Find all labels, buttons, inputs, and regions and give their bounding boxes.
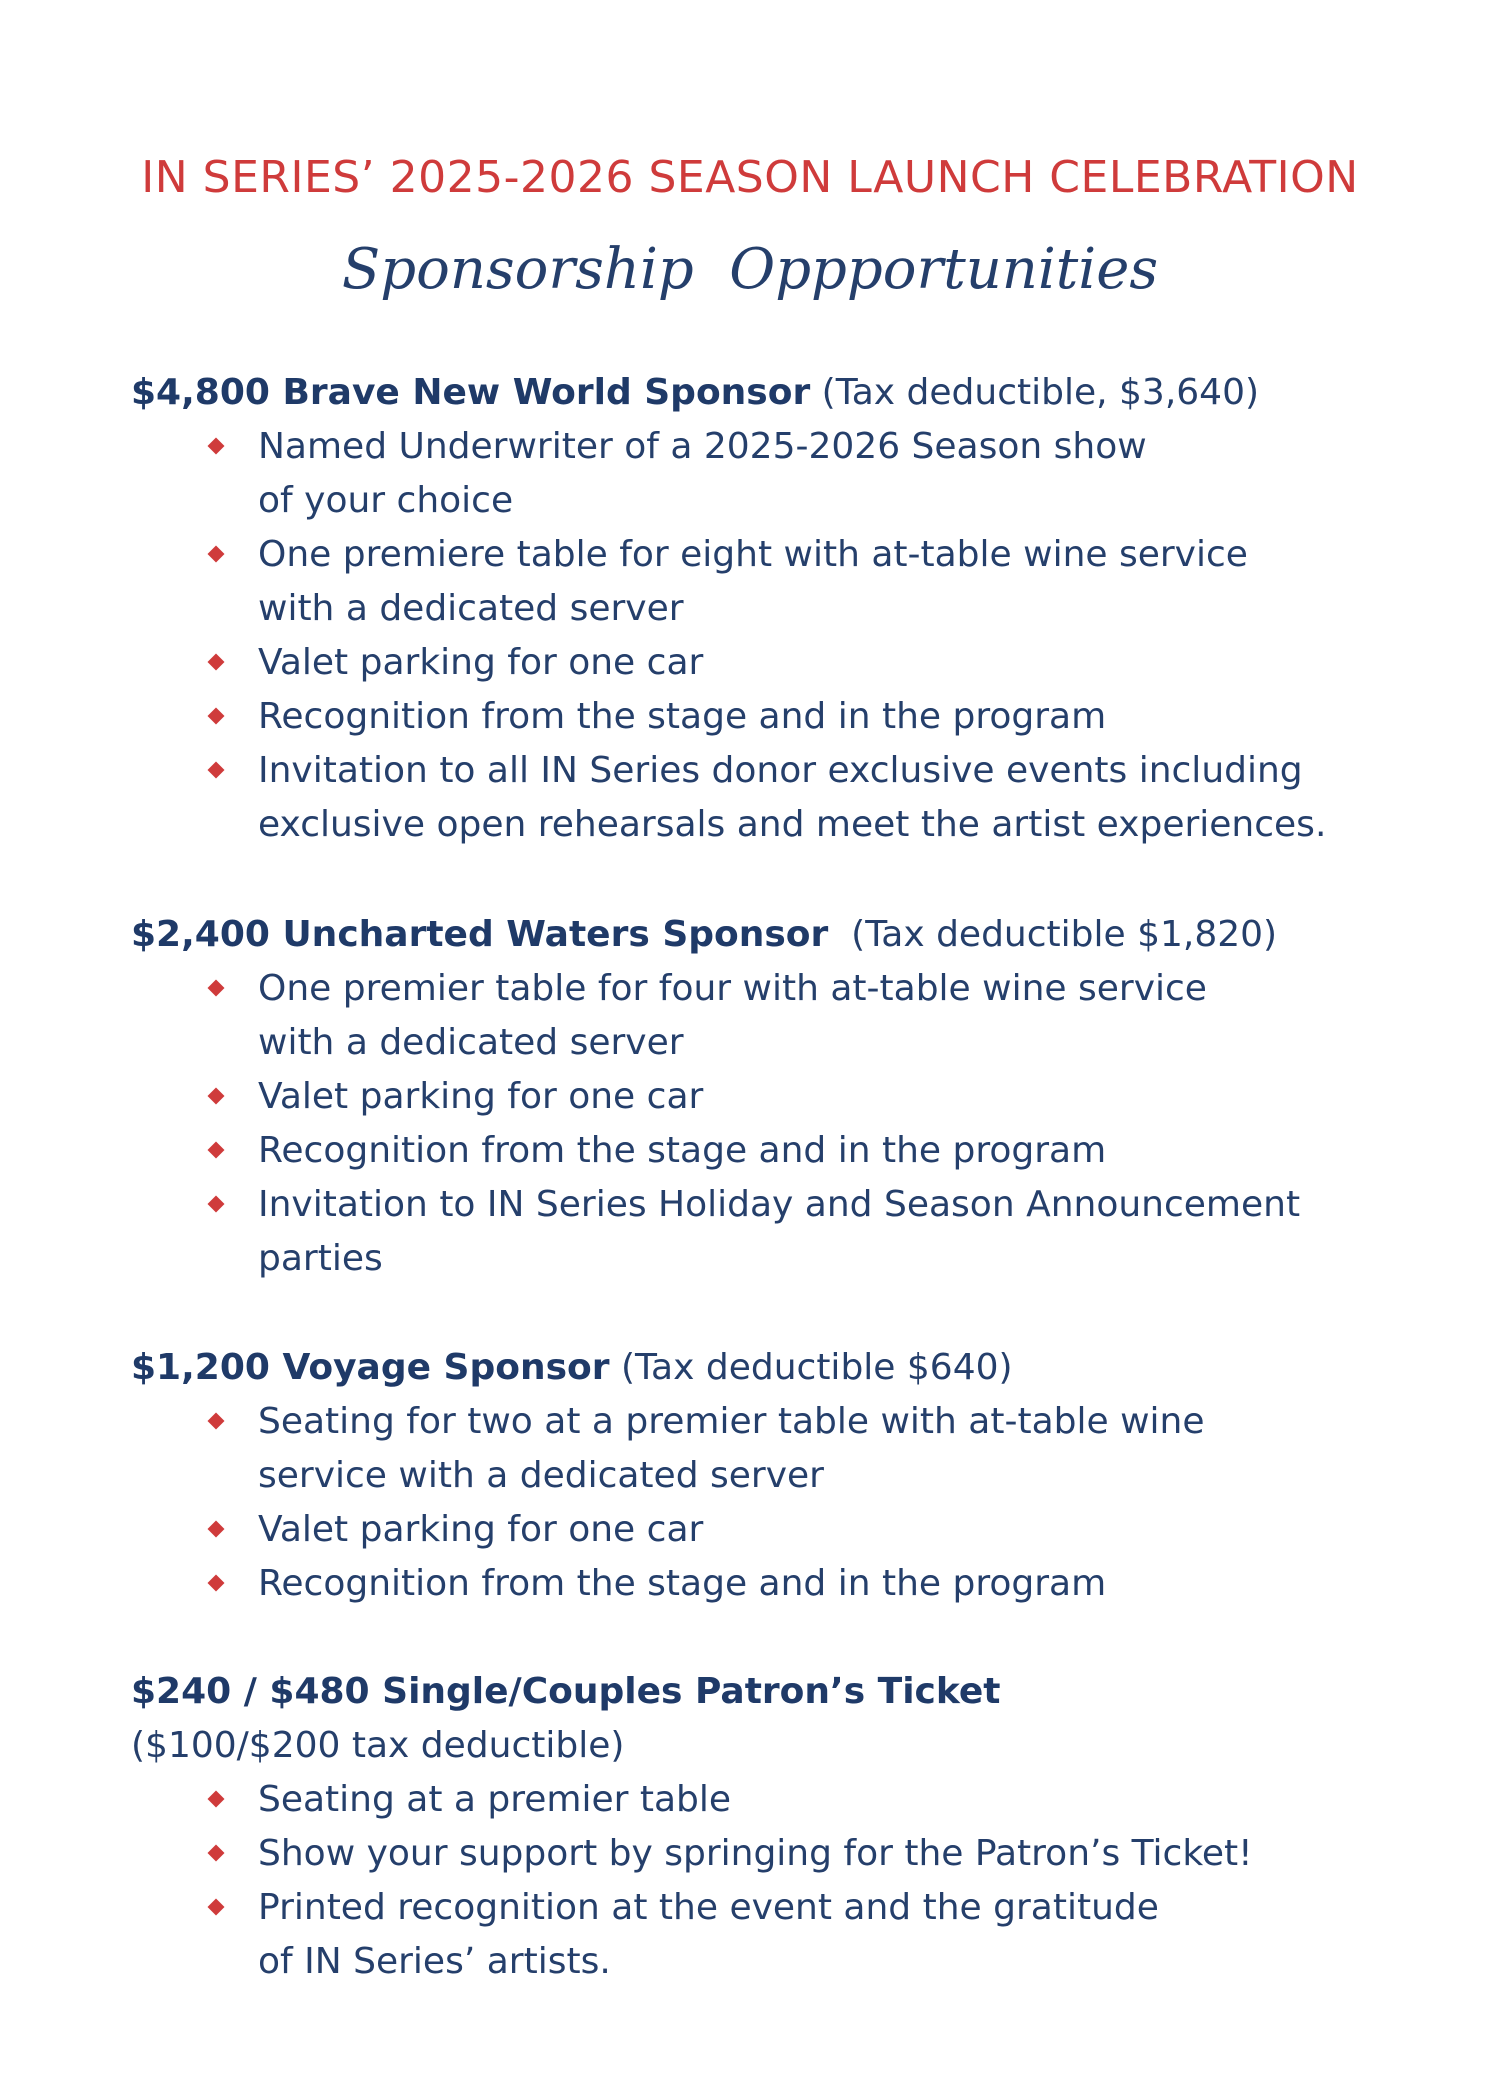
tier-brave-new-world xyxy=(131,366,1431,852)
benefit-list xyxy=(131,420,1431,852)
tax-deductible-note: ($100/$200 tax deductible) xyxy=(131,1725,625,1766)
page-subtitle: Sponsorship Oppportunities xyxy=(341,237,1159,302)
diamond-bullet-icon xyxy=(208,1845,225,1862)
tier-name: $1,200 Voyage Sponsor xyxy=(131,1347,610,1388)
benefit-item xyxy=(131,1070,1431,1124)
benefit-text: Seating at a premier table xyxy=(258,1779,732,1820)
benefit-item xyxy=(131,1124,1431,1178)
benefit-text: Valet parking for one car xyxy=(258,1509,704,1550)
tier-voyage xyxy=(131,1341,1431,1611)
benefit-item xyxy=(131,1881,1431,1989)
diamond-bullet-icon xyxy=(208,708,225,725)
tier-heading xyxy=(131,908,1431,962)
benefit-item xyxy=(131,420,1431,528)
diamond-bullet-icon xyxy=(208,546,225,563)
benefit-item xyxy=(131,1503,1431,1557)
benefit-list xyxy=(131,1773,1431,1989)
benefit-text: Printed recognition at the event and the gratitude of IN Series’ artists. xyxy=(258,1887,1159,1982)
tier-heading xyxy=(131,1665,1431,1719)
benefit-item xyxy=(131,636,1431,690)
diamond-bullet-icon xyxy=(208,1791,225,1808)
diamond-bullet-icon xyxy=(208,1899,225,1916)
benefit-text: One premier table for four with at-table wine service with a dedicated server xyxy=(258,968,1207,1063)
benefit-text: Show your support by springing for the Patron’s Ticket! xyxy=(258,1833,1253,1874)
tier-heading xyxy=(131,366,1431,420)
benefit-text: Recognition from the stage and in the program xyxy=(258,696,1107,737)
benefit-text: Recognition from the stage and in the program xyxy=(258,1563,1107,1604)
benefit-item xyxy=(131,1557,1431,1611)
diamond-bullet-icon xyxy=(208,1196,225,1213)
diamond-bullet-icon xyxy=(208,1413,225,1430)
benefit-text: Seating for two at a premier table with at-table wine service with a dedicated server xyxy=(258,1401,1205,1496)
tier-heading xyxy=(131,1341,1431,1395)
tier-patron-ticket xyxy=(131,1665,1431,1989)
benefit-text: Valet parking for one car xyxy=(258,1076,704,1117)
diamond-bullet-icon xyxy=(208,1575,225,1592)
diamond-bullet-icon xyxy=(208,654,225,671)
benefit-text: Invitation to all IN Series donor exclusive events including exclusive open rehearsals and meet the artist experiences. xyxy=(258,750,1327,845)
benefit-list xyxy=(131,1395,1431,1611)
event-title: IN SERIES’ 2025-2026 SEASON LAUNCH CELEBRATION xyxy=(141,152,1359,203)
benefit-item xyxy=(131,1178,1431,1286)
benefit-text: Named Underwriter of a 2025-2026 Season show of your choice xyxy=(258,426,1147,521)
tier-name: $4,800 Brave New World Sponsor xyxy=(131,372,811,413)
tier-uncharted-waters xyxy=(131,908,1431,1286)
diamond-bullet-icon xyxy=(208,438,225,455)
benefit-text: One premiere table for eight with at-table wine service with a dedicated server xyxy=(258,534,1248,629)
benefit-text: Invitation to IN Series Holiday and Season Announcement parties xyxy=(258,1184,1301,1279)
benefit-text: Valet parking for one car xyxy=(258,642,704,683)
tier-name: $240 / $480 Single/Couples Patron’s Ticket xyxy=(131,1671,1001,1712)
diamond-bullet-icon xyxy=(208,1088,225,1105)
benefit-item xyxy=(131,1773,1431,1827)
benefit-item xyxy=(131,744,1431,852)
diamond-bullet-icon xyxy=(208,1142,225,1159)
tax-deductible-note: (Tax deductible $640) xyxy=(609,1347,1013,1388)
benefit-item xyxy=(131,690,1431,744)
diamond-bullet-icon xyxy=(208,1521,225,1538)
benefit-item xyxy=(131,962,1431,1070)
benefit-list xyxy=(131,962,1431,1286)
diamond-bullet-icon xyxy=(208,980,225,997)
tax-deductible-note: (Tax deductible, $3,640) xyxy=(810,372,1260,413)
benefit-text: Recognition from the stage and in the program xyxy=(258,1130,1107,1171)
benefit-item xyxy=(131,1395,1431,1503)
tier-name: $2,400 Uncharted Waters Sponsor xyxy=(131,914,829,955)
tax-deductible-note: (Tax deductible $1,820) xyxy=(828,914,1278,955)
diamond-bullet-icon xyxy=(208,762,225,779)
benefit-item xyxy=(131,1827,1431,1881)
benefit-item xyxy=(131,528,1431,636)
